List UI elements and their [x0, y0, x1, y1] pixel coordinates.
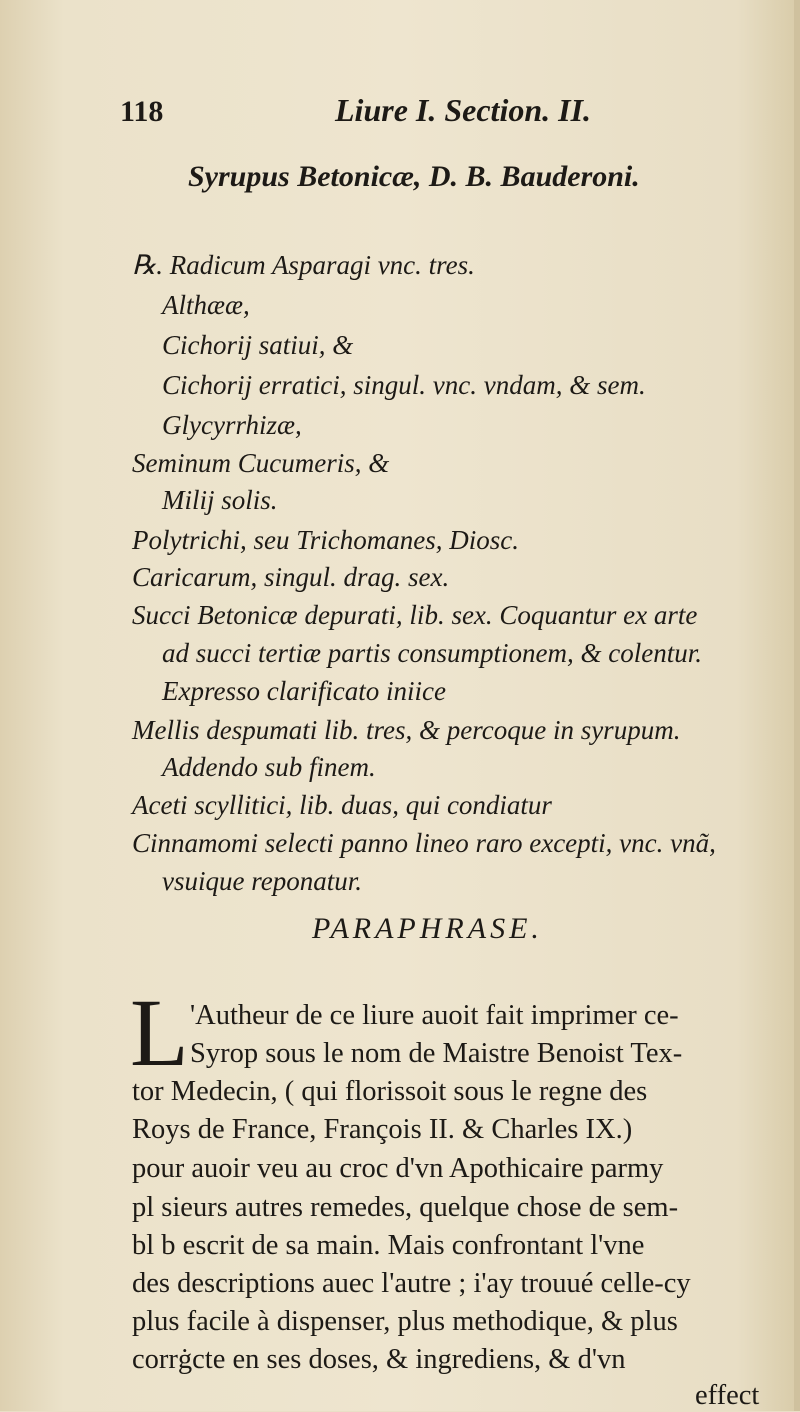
paragraph-line: tor Medecin, ( qui florissoit sous le regne des: [132, 1076, 648, 1107]
paragraph-line: Syrop sous le nom de Maistre Benoist Tex-: [190, 1038, 683, 1069]
running-title: Liure I. Section. II.: [335, 92, 592, 128]
paragraph-line: Roys de France, François II. & Charles IX.): [132, 1114, 633, 1145]
recipe-line: Cichorij erratici, singul. vnc. vndam, & sem.: [162, 370, 646, 400]
paragraph-line: 'Autheur de ce liure auoit fait imprimer ce-: [190, 1000, 679, 1031]
paragraph-line: pl sieurs autres remedes, quelque chose de sem-: [132, 1192, 679, 1223]
recipe-line: Seminum Cucumeris, &: [132, 448, 390, 478]
paragraph-line: bl b escrit de sa main. Mais confrontant l'vne: [132, 1230, 645, 1261]
paragraph-line: des descriptions auec l'autre ; i'ay trouué celle-cy: [132, 1268, 691, 1299]
recipe-line: Cinnamomi selecti panno lineo raro excepti, vnc. vnã,: [132, 828, 716, 858]
recipe-line: Caricarum, singul. drag. sex.: [132, 562, 450, 592]
recipe-line: Mellis despumati lib. tres, & percoque in syrupum.: [132, 715, 681, 745]
recipe-line: ad succi tertiæ partis consumptionem, & colentur.: [162, 638, 702, 668]
page-number: 118: [120, 95, 164, 128]
paraphrase-title: PARAPHRASE.: [312, 912, 543, 945]
paragraph-line: pour auoir veu au croc d'vn Apothicaire parmy: [132, 1153, 664, 1184]
recipe-line: Cichorij satiui, &: [162, 330, 354, 360]
recipe-line: ℞. Radicum Asparagi vnc. tres.: [132, 250, 475, 280]
page-edge: [794, 0, 800, 1411]
recipe-line: Succi Betonicæ depurati, lib. sex. Coquantur ex arte: [132, 600, 698, 630]
recipe-line: Addendo sub finem.: [162, 752, 376, 782]
paragraph-line: plus facile à dispenser, plus methodique, & plus: [132, 1306, 678, 1337]
paragraph-line: corrġcte en ses doses, & ingrediens, & d'vn: [132, 1344, 626, 1375]
recipe-line: Milij solis.: [162, 485, 278, 515]
recipe-line: Polytrichi, seu Trichomanes, Diosc.: [132, 525, 519, 555]
recipe-line: vsuique reponatur.: [162, 866, 362, 896]
recipe-line: Expresso clarificato iniice: [162, 676, 446, 706]
recipe-title: Syrupus Betonicæ, D. B. Bauderoni.: [188, 160, 640, 193]
catchword: effect: [695, 1380, 760, 1411]
recipe-line: Aceti scyllitici, lib. duas, qui condiatur: [132, 790, 552, 820]
recipe-line: Glycyrrhizæ,: [162, 410, 302, 440]
recipe-line: Althææ,: [162, 290, 250, 320]
drop-cap: L: [130, 979, 189, 1086]
